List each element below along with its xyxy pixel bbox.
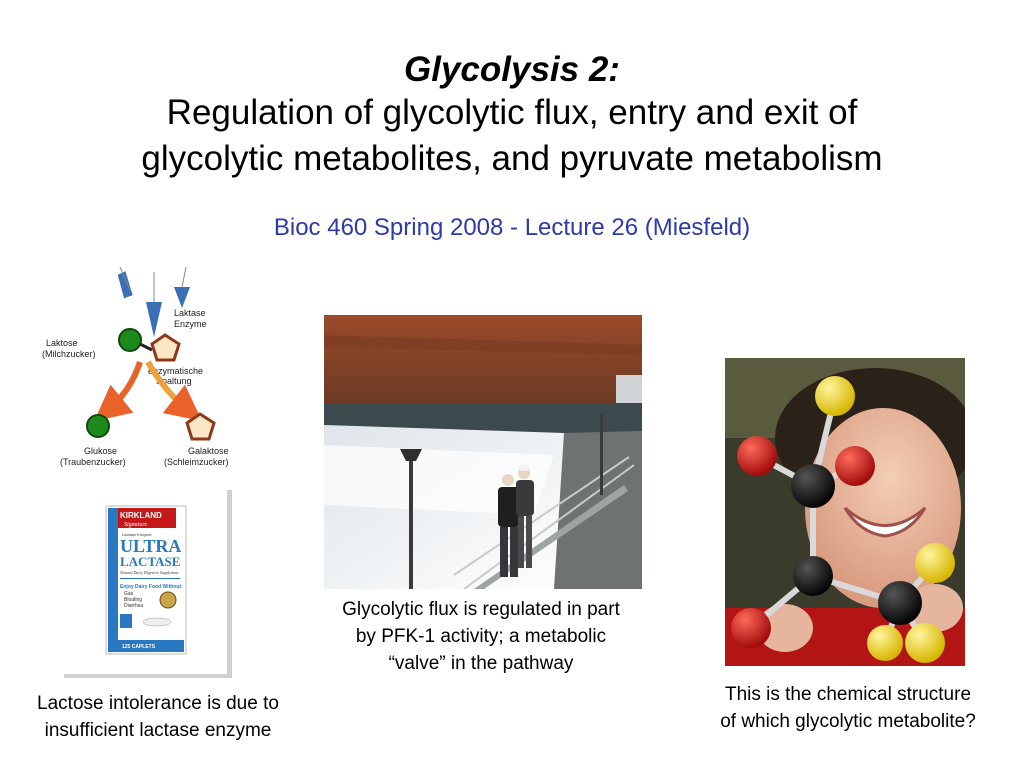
glucose-icon — [87, 415, 109, 437]
title-italic: Glycolysis 2: — [404, 50, 620, 89]
enzyme-label-1: Laktase — [174, 308, 206, 318]
carbon-atom-icon — [878, 581, 922, 625]
product-brand-sub: Signature — [124, 522, 148, 528]
caption-lactose — [0, 690, 316, 744]
product-name-2: LACTASE — [120, 554, 181, 569]
product-count: 125 CAPLETS — [122, 644, 156, 650]
glucose-label-1: Glukose — [84, 446, 118, 456]
product-brand: KIRKLAND — [120, 511, 162, 520]
product-enjoy: Enjoy Dairy Food Without: — [120, 584, 183, 590]
carbon-atom-icon — [791, 464, 835, 508]
hydrogen-atom-icon — [867, 625, 903, 661]
caplet-icon — [143, 618, 171, 626]
hydrogen-atom-icon — [905, 623, 945, 663]
slide-subtitle: Bioc 460 Spring 2008 - Lecture 26 (Miesfeld) — [273, 214, 751, 241]
caption-molecule-line-1: This is the chemical structure — [724, 684, 972, 705]
product-name-1: ULTRA — [120, 536, 182, 556]
split-arrow-left-icon — [108, 362, 140, 410]
title-line-1: Regulation of glycolytic flux, entry and exit of — [166, 93, 858, 132]
caption-lactose-line-2: insufficient lactase enzyme — [44, 720, 272, 741]
product-tagline: Natural Dairy Digestive Supplement — [120, 570, 179, 575]
lactose-label-2: (Milchzucker) — [42, 349, 96, 359]
product-item-3: Diarrhea — [124, 603, 144, 609]
lactase-diagram-image — [40, 262, 250, 477]
galactose-label-2: (Schleimzucker) — [164, 457, 229, 467]
galactose-unit-icon — [152, 335, 179, 360]
glucose-unit-icon — [119, 329, 141, 351]
product-item-1: Gas — [124, 591, 134, 597]
cleavage-label-1: enzymatische — [148, 366, 204, 376]
caption-flux — [296, 596, 666, 677]
oxygen-atom-icon — [731, 608, 771, 648]
enzyme-label-2: Enzyme — [174, 319, 207, 329]
title-line-2: glycolytic metabolites, and pyruvate metabolism — [141, 139, 883, 178]
product-small-label: Lactase Enzyme — [122, 532, 152, 537]
carbon-atom-icon — [793, 556, 833, 596]
dam-spillway-photo — [324, 315, 642, 589]
caption-lactose-line-1: Lactose intolerance is due to — [37, 693, 279, 714]
cleavage-label-2: Spaltung — [156, 376, 192, 386]
galactose-label-1: Galaktose — [188, 446, 229, 456]
caption-flux-line-2: by PFK-1 activity; a metabolic — [355, 626, 607, 647]
caption-flux-line-1: Glycolytic flux is regulated in part — [342, 599, 620, 620]
caption-molecule — [680, 681, 1016, 735]
glucose-label-2: (Traubenzucker) — [60, 457, 126, 467]
lactase-product-image — [62, 488, 232, 678]
oxygen-atom-icon — [835, 446, 875, 486]
lactose-label-1: Laktose — [46, 338, 78, 348]
caption-flux-line-3: “valve” in the pathway — [388, 653, 574, 674]
hydrogen-atom-icon — [815, 376, 855, 416]
caption-molecule-line-2: of which glycolytic metabolite? — [720, 711, 976, 732]
product-seal-icon — [160, 592, 176, 608]
galactose-icon — [187, 414, 214, 439]
slide-title — [0, 50, 1024, 182]
oxygen-atom-icon — [737, 436, 777, 476]
product-item-2: Bloating — [124, 597, 143, 603]
molecule-model-photo — [725, 358, 965, 666]
lamp-post-icon — [409, 455, 413, 589]
hydrogen-atom-icon — [915, 543, 955, 583]
